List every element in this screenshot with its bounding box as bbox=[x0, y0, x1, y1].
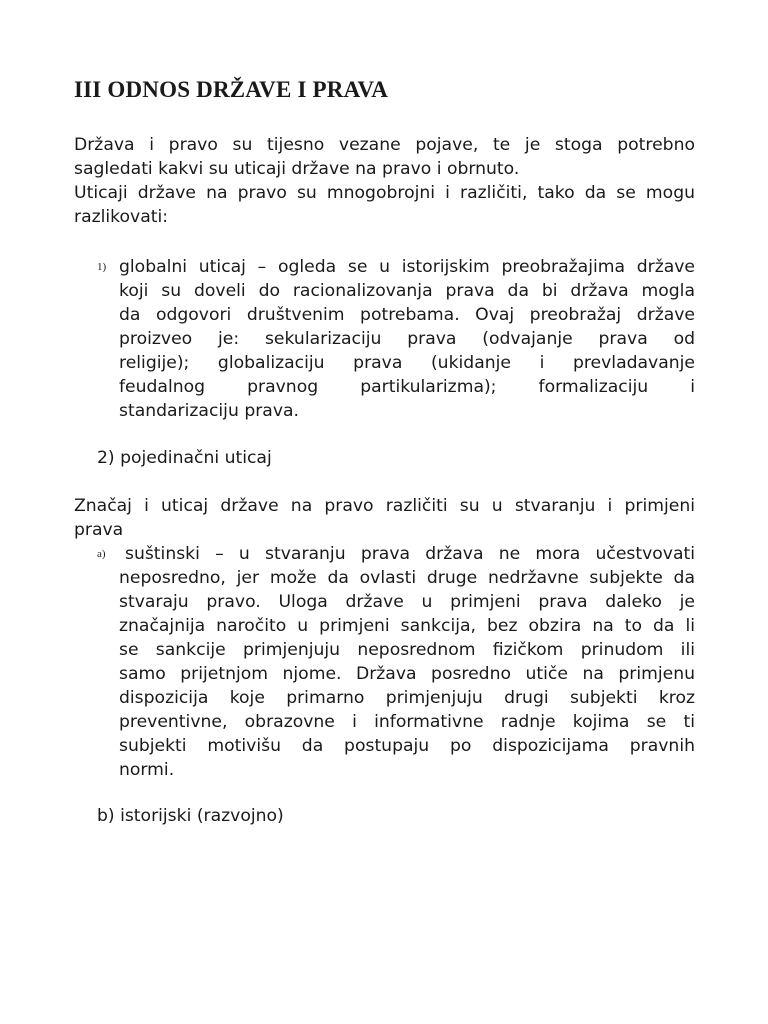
section2-paragraph bbox=[74, 494, 695, 542]
list-item-historical: b) istorijski (razvojno) bbox=[97, 806, 284, 826]
intro-line: sagledati kakvi su uticaji države na pravo i obrnuto. bbox=[74, 159, 520, 179]
text-line: standarizaciju prava. bbox=[119, 401, 299, 421]
text-line: globalni uticaj – ogleda se u istorijskim preobražajima države bbox=[119, 257, 695, 277]
text-line: normi. bbox=[119, 760, 175, 780]
section2-line: Značaj i uticaj države na pravo različiti su u stvaranju i primjeni bbox=[74, 496, 695, 516]
text-line: koji su doveli do racionalizovanja prava da bi država mogla bbox=[119, 281, 695, 301]
text-line: značajnija naročito u primjeni sankcija, bez obzira na to da li bbox=[119, 616, 695, 636]
list-item-text bbox=[119, 542, 695, 782]
text-line: proizveo je: sekularizaciju prava (odvajanje prava od bbox=[119, 329, 695, 349]
list-item-individual-influence: 2) pojedinačni uticaj bbox=[97, 448, 272, 468]
text-line: preventivne, obrazovne i informativne radnje kojima se ti bbox=[119, 712, 695, 732]
text-line: da odgovori društvenim potrebama. Ovaj preobražaj države bbox=[119, 305, 695, 325]
text-line: stvaraju pravo. Uloga države u primjeni prava daleko je bbox=[119, 592, 695, 612]
text-line: dispozicija koje primarno primjenjuju drugi subjekti kroz bbox=[119, 688, 695, 708]
text-line: neposredno, jer može da ovlasti druge nedržavne subjekte da bbox=[119, 568, 695, 588]
list-item-text bbox=[119, 255, 695, 423]
intro-line: razlikovati: bbox=[74, 207, 169, 227]
list-item-essential bbox=[97, 542, 695, 782]
text-line: suštinski – u stvaranju prava država ne mora učestvovati bbox=[125, 544, 695, 564]
intro-paragraph bbox=[74, 133, 695, 229]
text-line: feudalnog pravnog partikularizma); formalizaciju i bbox=[119, 377, 695, 397]
text-line: se sankcije primjenjuju neposrednom fizičkom prinudom ili bbox=[119, 640, 695, 660]
text-line: samo prijetnjom njome. Država posredno utiče na primjenu bbox=[119, 664, 695, 684]
list-item-global-influence bbox=[97, 255, 695, 423]
intro-line: Uticaji države na pravo su mnogobrojni i različiti, tako da se mogu bbox=[74, 183, 695, 203]
section2-line: prava bbox=[74, 520, 124, 540]
document-title: III ODNOS DRŽAVE I PRAVA bbox=[74, 77, 389, 102]
text-line: subjekti motivišu da postupaju po dispozicijama pravnih bbox=[119, 736, 695, 756]
list-marker: a) bbox=[97, 548, 106, 560]
text-line: religije); globalizaciju prava (ukidanje i prevladavanje bbox=[119, 353, 695, 373]
intro-line: Država i pravo su tijesno vezane pojave, te je stoga potrebno bbox=[74, 135, 695, 155]
list-marker: 1) bbox=[97, 261, 107, 273]
